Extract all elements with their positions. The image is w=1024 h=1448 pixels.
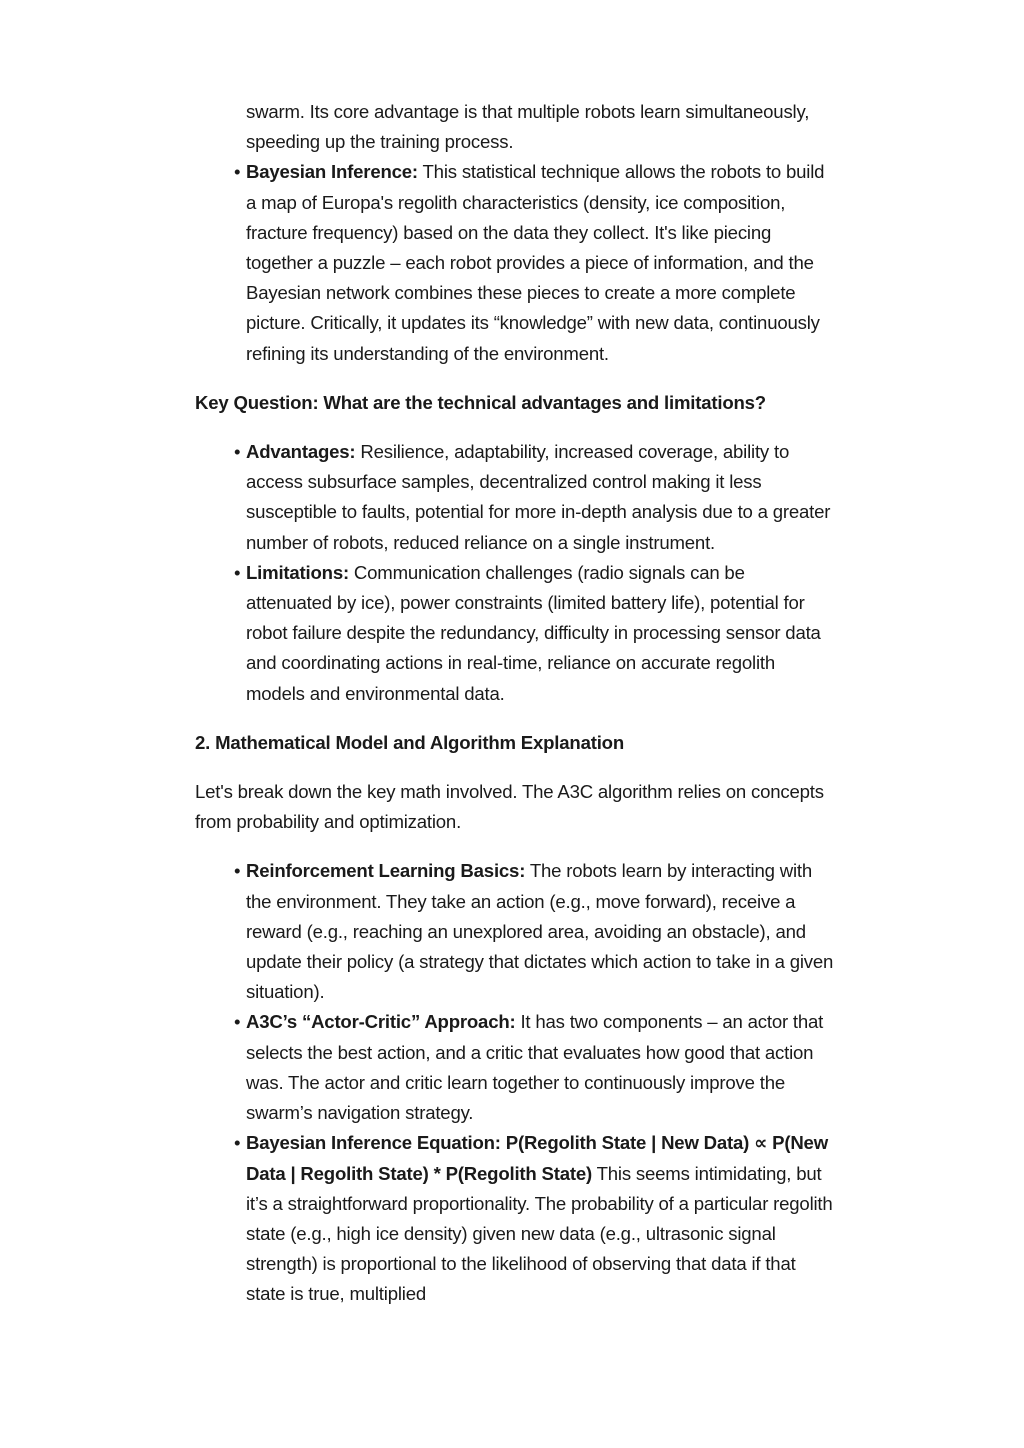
list-item-advantages — [234, 437, 835, 558]
list-item-term: A3C’s “Actor-Critic” Approach: — [246, 1011, 516, 1033]
list-item-term: Reinforcement Learning Basics: — [246, 860, 526, 882]
list-item-actor-critic — [234, 1007, 835, 1128]
list-item-bayesian-inference — [234, 157, 835, 368]
list-item-text: This statistical technique allows the robots to build a map of Europa's regolith characteristics (density, ice composition, fracture frequency) based on the data they collect. It's like piecing together a puzzle – each robot provides a piece of information, and the Bayesian network combines these pieces to create a more complete picture. Critically, it updates its “knowledge” with new data, continuously refining its understanding of the environment. — [246, 161, 825, 364]
bullet-icon: • — [234, 161, 241, 183]
list-item-text: It has two components – an actor that selects the best action, and a critic that evaluates how good that action was. The actor and critic learn together to continuously improve the swarm’s navigation strategy. — [246, 1011, 824, 1124]
math-concepts-list — [195, 856, 835, 1309]
list-item-limitations — [234, 558, 835, 709]
list-item-text: Resilience, adaptability, increased coverage, ability to access subsurface samples, decentralized control making it less susceptible to faults, potential for more in-depth analysis due to a greater number of robots, reduced reliance on a single instrument. — [246, 441, 831, 553]
bullet-icon: • — [234, 441, 241, 463]
list-item-term: Advantages: — [246, 441, 356, 463]
bullet-icon: • — [234, 860, 241, 882]
bullet-icon: • — [234, 1132, 241, 1154]
advantages-limitations-list — [195, 437, 835, 709]
list-item-text: This seems intimidating, but it’s a straightforward proportionality. The probability of a particular regolith state (e.g., high ice density) given new data (e.g., ultrasonic signal strength) is proportional to the likelihood of observing that data if that state is true, multiplied — [246, 1162, 833, 1305]
list-item-term: Bayesian Inference Equation: P(Regolith State | New Data) ∝ P(New Data | Regolith State) * P(Regolith State) — [246, 1132, 828, 1184]
document-page — [195, 97, 835, 1310]
bullet-icon: • — [234, 561, 241, 583]
list-item-term: Limitations: — [246, 561, 349, 583]
list-item-text: Communication challenges (radio signals can be attenuated by ice), power constraints (limited battery life), potential for robot failure despite the redundancy, difficulty in processing sensor data and coordinating actions in real-time, reliance on accurate regolith models and environmental data. — [246, 561, 821, 704]
continuation-paragraph: swarm. Its core advantage is that multiple robots learn simultaneously, speeding up the training process. — [246, 101, 810, 153]
key-question-heading: Key Question: What are the technical advantages and limitations? — [195, 391, 766, 413]
section-2-intro: Let's break down the key math involved. The A3C algorithm relies on concepts from probability and optimization. — [195, 781, 824, 833]
list-item-bayesian-equation — [234, 1128, 835, 1309]
bullet-icon: • — [234, 1011, 241, 1033]
bayesian-list — [195, 157, 835, 368]
list-item-term: Bayesian Inference: — [246, 161, 418, 183]
list-item-rl-basics — [234, 856, 835, 1007]
list-item-text: The robots learn by interacting with the environment. They take an action (e.g., move forward), receive a reward (e.g., reaching an unexplored area, avoiding an obstacle), and update their policy (a strategy that dictates which action to take in a given situation). — [246, 860, 834, 1003]
section-2-heading: 2. Mathematical Model and Algorithm Explanation — [195, 731, 624, 753]
